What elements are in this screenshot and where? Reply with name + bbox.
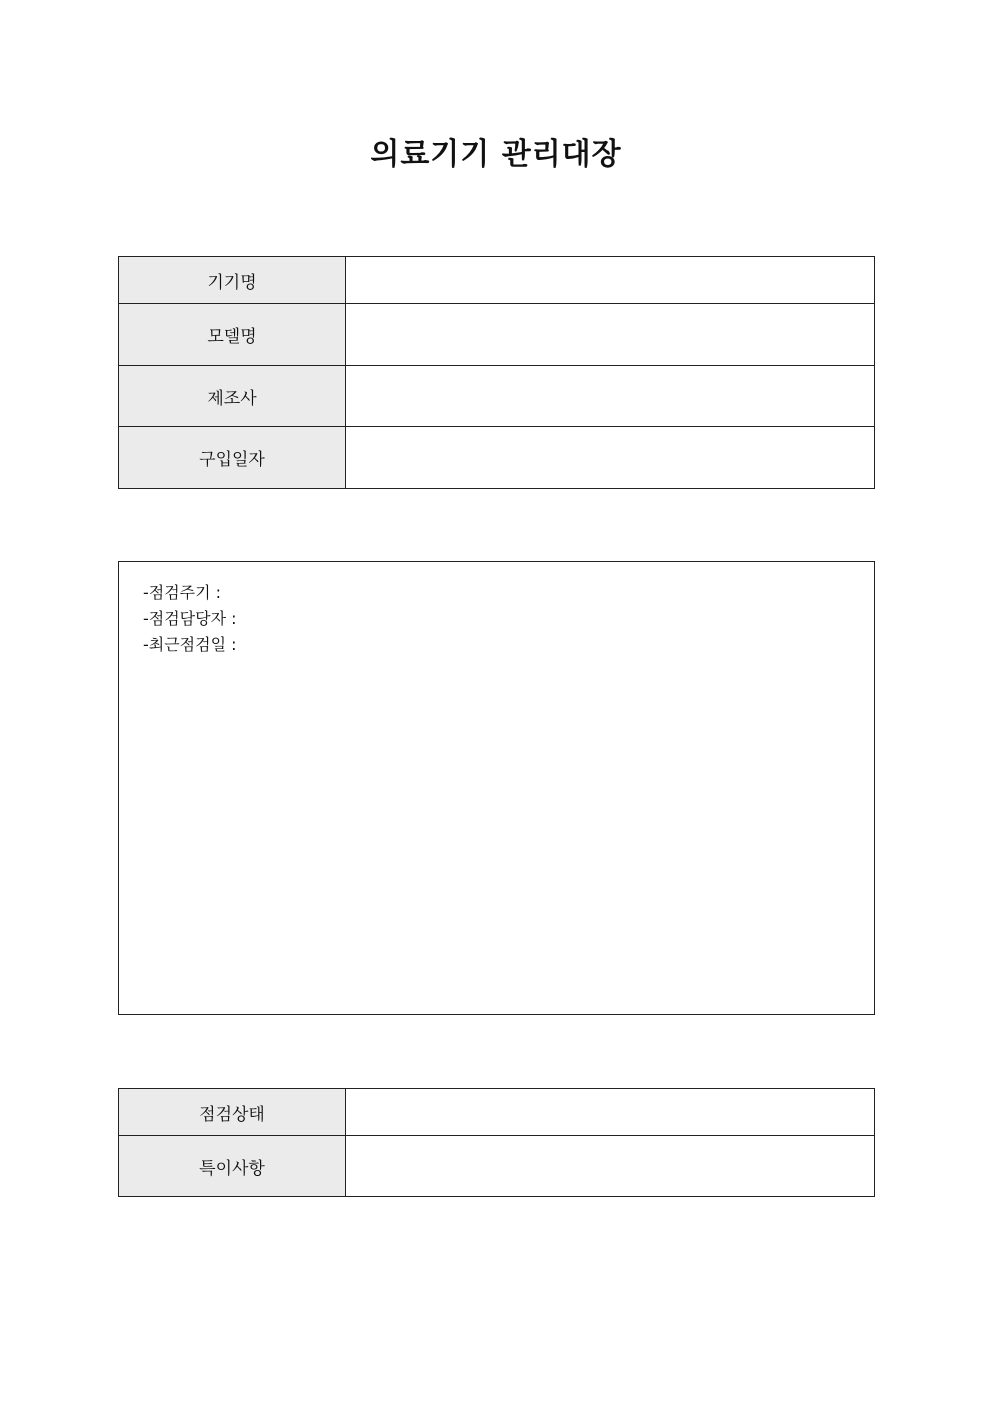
remarks-label: 특이사항	[119, 1136, 346, 1197]
model-name-label: 모델명	[119, 304, 346, 366]
table-row	[119, 427, 875, 489]
device-info-table	[118, 256, 875, 489]
table-row	[119, 1089, 875, 1136]
purchase-date-field[interactable]	[346, 427, 875, 489]
table-row	[119, 1136, 875, 1197]
manufacturer-field[interactable]	[346, 366, 875, 427]
model-name-field[interactable]	[346, 304, 875, 366]
inspection-status-label: 점검상태	[119, 1089, 346, 1136]
purchase-date-label: 구입일자	[119, 427, 346, 489]
inspection-cycle-line: -점검주기 :	[143, 583, 222, 602]
inspection-status-table	[118, 1088, 875, 1197]
inspection-notes-list	[143, 580, 237, 658]
inspection-manager-line: -점검담당자 :	[143, 609, 237, 628]
page-title: 의료기기 관리대장	[370, 137, 622, 172]
inspection-notes-box[interactable]	[118, 561, 875, 1015]
table-row	[119, 304, 875, 366]
table-row	[119, 366, 875, 427]
manufacturer-label: 제조사	[119, 366, 346, 427]
table-row	[119, 257, 875, 304]
recent-inspection-date-line: -최근점검일 :	[143, 635, 237, 654]
inspection-status-field[interactable]	[346, 1089, 875, 1136]
remarks-field[interactable]	[346, 1136, 875, 1197]
device-name-label: 기기명	[119, 257, 346, 304]
device-name-field[interactable]	[346, 257, 875, 304]
